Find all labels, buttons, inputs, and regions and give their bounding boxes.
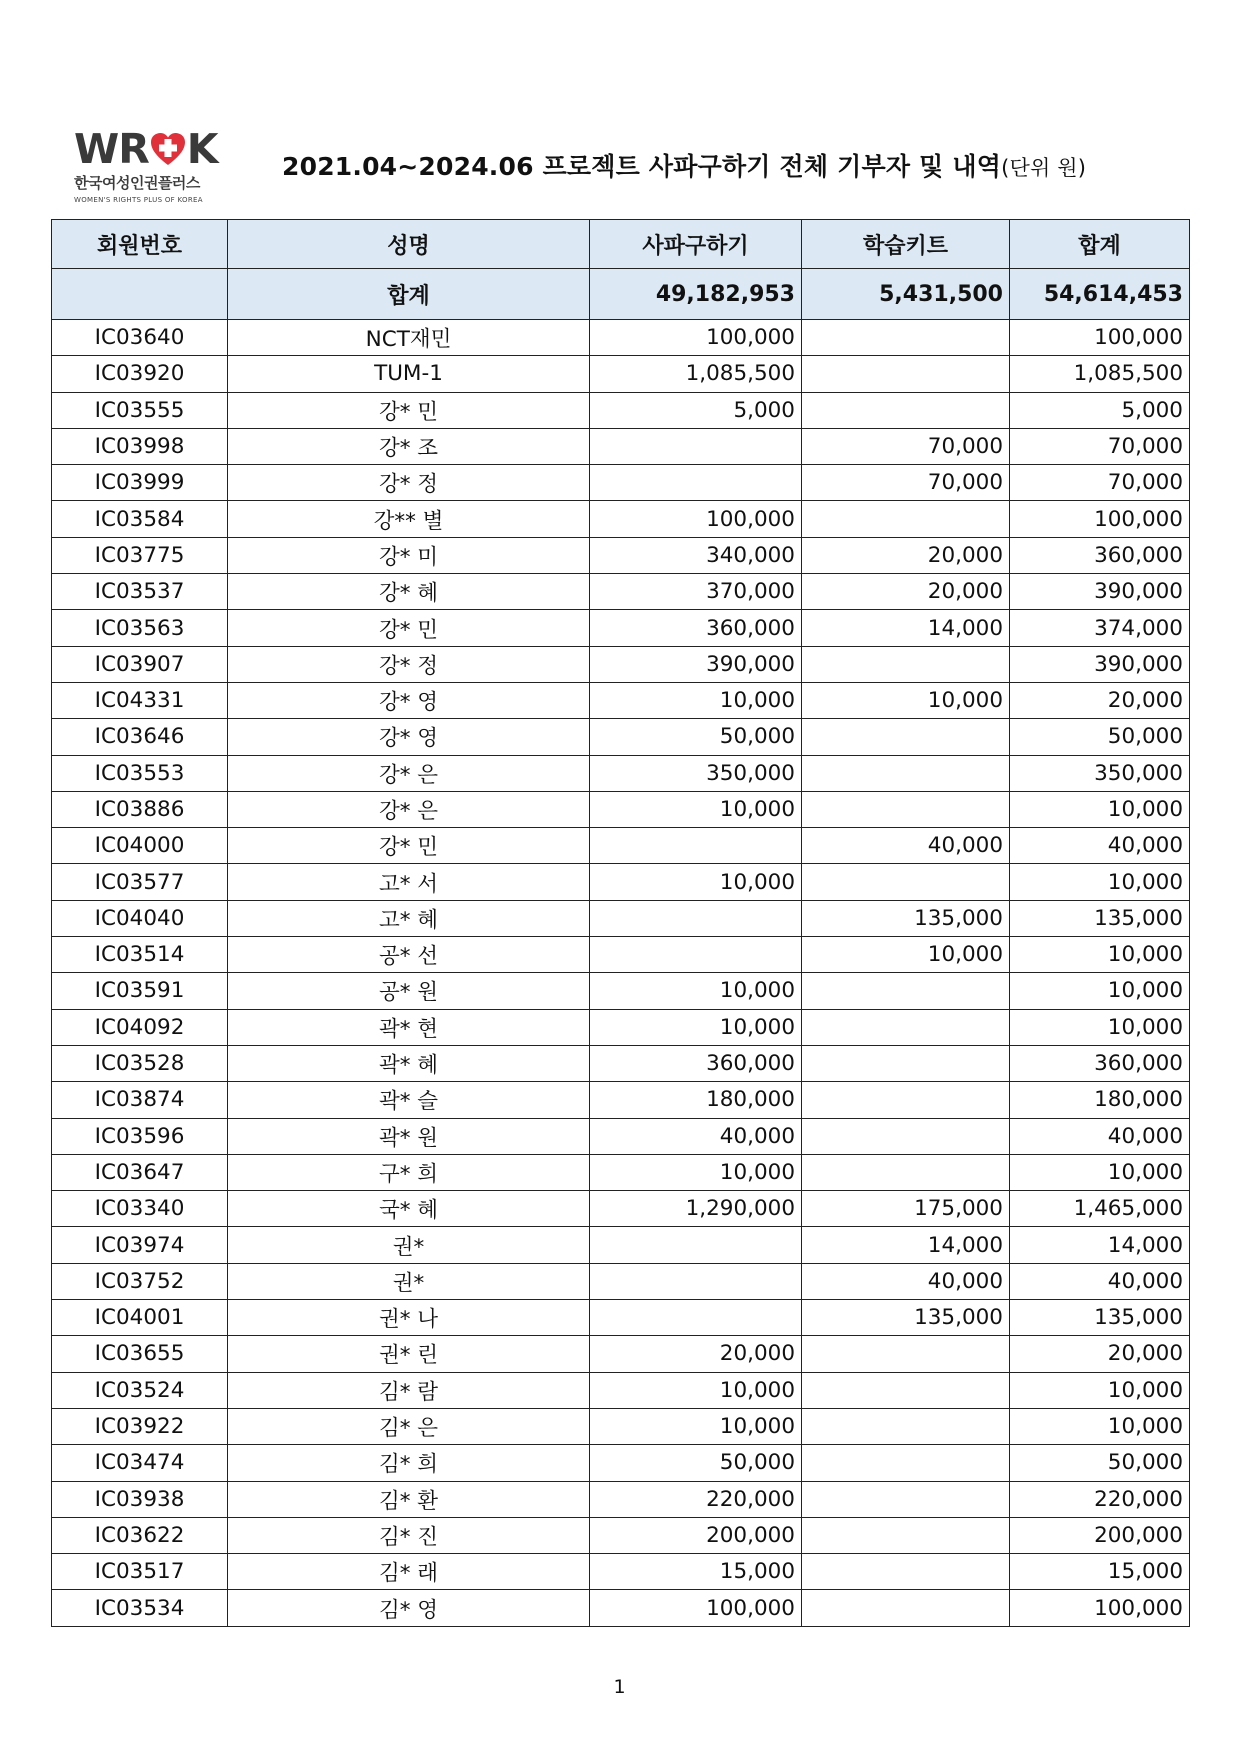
cell-member-id: IC03922 <box>52 1408 228 1444</box>
cell-member-id: IC03474 <box>52 1445 228 1481</box>
cell-member-id: IC03524 <box>52 1372 228 1408</box>
cell-kit <box>802 1045 1010 1081</box>
cell-kit: 40,000 <box>802 1263 1010 1299</box>
cell-sum: 10,000 <box>1010 937 1190 973</box>
cell-sapa <box>590 1263 802 1299</box>
cell-sum: 70,000 <box>1010 428 1190 464</box>
table-row <box>52 1517 1190 1553</box>
table-row <box>52 1154 1190 1190</box>
cell-name: 강** 별 <box>228 501 590 537</box>
cell-member-id: IC04000 <box>52 828 228 864</box>
donor-table <box>51 219 1190 1627</box>
cell-sapa: 340,000 <box>590 537 802 573</box>
cell-sum: 135,000 <box>1010 1300 1190 1336</box>
cell-sapa <box>590 428 802 464</box>
cell-sum: 180,000 <box>1010 1082 1190 1118</box>
cell-sum: 1,085,500 <box>1010 356 1190 392</box>
cell-sapa: 10,000 <box>590 1408 802 1444</box>
cell-sum: 10,000 <box>1010 864 1190 900</box>
table-row <box>52 320 1190 356</box>
cell-name: 김* 은 <box>228 1408 590 1444</box>
table-row <box>52 1045 1190 1081</box>
cell-member-id: IC03340 <box>52 1191 228 1227</box>
cell-sapa: 10,000 <box>590 1009 802 1045</box>
cell-member-id: IC03886 <box>52 791 228 827</box>
cell-sapa: 15,000 <box>590 1554 802 1590</box>
cell-kit <box>802 1481 1010 1517</box>
document-title <box>282 147 1086 183</box>
cell-sapa: 350,000 <box>590 755 802 791</box>
cell-member-id: IC03591 <box>52 973 228 1009</box>
cell-kit <box>802 1517 1010 1553</box>
cell-name: 구* 희 <box>228 1154 590 1190</box>
cell-sapa: 390,000 <box>590 646 802 682</box>
table-row <box>52 1445 1190 1481</box>
cell-sum: 100,000 <box>1010 501 1190 537</box>
cell-member-id: IC04040 <box>52 900 228 936</box>
cell-sum: 50,000 <box>1010 1445 1190 1481</box>
cell-sum: 40,000 <box>1010 828 1190 864</box>
cell-sum: 20,000 <box>1010 1336 1190 1372</box>
cell-sum: 40,000 <box>1010 1118 1190 1154</box>
cell-sapa: 1,290,000 <box>590 1191 802 1227</box>
cell-name: 강* 혜 <box>228 574 590 610</box>
table-row <box>52 646 1190 682</box>
cell-sapa <box>590 1300 802 1336</box>
cell-kit <box>802 392 1010 428</box>
cell-member-id: IC03553 <box>52 755 228 791</box>
table-row <box>52 428 1190 464</box>
cell-name: 강* 민 <box>228 828 590 864</box>
table-row <box>52 1009 1190 1045</box>
red-cross-heart-icon <box>150 132 186 168</box>
cell-kit <box>802 1336 1010 1372</box>
cell-name: 김* 환 <box>228 1481 590 1517</box>
table-row <box>52 864 1190 900</box>
cell-kit <box>802 1082 1010 1118</box>
cell-sapa: 10,000 <box>590 1372 802 1408</box>
cell-name: 곽* 현 <box>228 1009 590 1045</box>
table-row <box>52 828 1190 864</box>
cell-sum: 70,000 <box>1010 465 1190 501</box>
cell-sum: 100,000 <box>1010 1590 1190 1626</box>
cell-name: 곽* 원 <box>228 1118 590 1154</box>
cell-name: 김* 진 <box>228 1517 590 1553</box>
cell-sapa: 50,000 <box>590 1445 802 1481</box>
cell-sapa <box>590 828 802 864</box>
cell-kit <box>802 1408 1010 1444</box>
cell-kit <box>802 1118 1010 1154</box>
cell-member-id: IC03874 <box>52 1082 228 1118</box>
cell-kit <box>802 1154 1010 1190</box>
table-row <box>52 1227 1190 1263</box>
cell-name: 김* 람 <box>228 1372 590 1408</box>
cell-sum: 5,000 <box>1010 392 1190 428</box>
cell-sapa: 1,085,500 <box>590 356 802 392</box>
cell-name: 강* 민 <box>228 610 590 646</box>
table-row <box>52 937 1190 973</box>
cell-kit: 20,000 <box>802 574 1010 610</box>
cell-sum: 50,000 <box>1010 719 1190 755</box>
cell-member-id: IC03999 <box>52 465 228 501</box>
cell-member-id: IC03555 <box>52 392 228 428</box>
cell-member-id: IC03563 <box>52 610 228 646</box>
cell-name: 강* 미 <box>228 537 590 573</box>
cell-kit: 14,000 <box>802 1227 1010 1263</box>
table-header-row <box>52 220 1190 269</box>
cell-sapa <box>590 465 802 501</box>
cell-sapa: 50,000 <box>590 719 802 755</box>
header-sum: 합계 <box>1010 220 1190 269</box>
cell-sum: 10,000 <box>1010 791 1190 827</box>
logo-wordmark <box>74 125 224 173</box>
cell-kit <box>802 646 1010 682</box>
cell-sapa: 10,000 <box>590 1154 802 1190</box>
cell-kit: 14,000 <box>802 610 1010 646</box>
cell-sapa <box>590 900 802 936</box>
cell-sum: 350,000 <box>1010 755 1190 791</box>
cell-name: 고* 혜 <box>228 900 590 936</box>
cell-sapa <box>590 937 802 973</box>
table-row <box>52 356 1190 392</box>
cell-sapa: 100,000 <box>590 1590 802 1626</box>
cell-sapa: 10,000 <box>590 864 802 900</box>
cell-member-id: IC03577 <box>52 864 228 900</box>
cell-sum: 20,000 <box>1010 682 1190 718</box>
total-sum: 54,614,453 <box>1010 269 1190 320</box>
cell-name: 강* 은 <box>228 791 590 827</box>
table-row <box>52 791 1190 827</box>
cell-kit <box>802 719 1010 755</box>
cell-member-id: IC03974 <box>52 1227 228 1263</box>
cell-sum: 40,000 <box>1010 1263 1190 1299</box>
cell-kit: 135,000 <box>802 900 1010 936</box>
cell-member-id: IC03517 <box>52 1554 228 1590</box>
cell-name: 공* 원 <box>228 973 590 1009</box>
cell-sapa: 220,000 <box>590 1481 802 1517</box>
cell-kit <box>802 1590 1010 1626</box>
cell-name: 강* 조 <box>228 428 590 464</box>
cell-name: 김* 희 <box>228 1445 590 1481</box>
cell-kit <box>802 501 1010 537</box>
cell-sum: 200,000 <box>1010 1517 1190 1553</box>
logo-korean-name: 한국여성인권플러스 <box>74 174 200 192</box>
cell-kit <box>802 1009 1010 1045</box>
table-row <box>52 392 1190 428</box>
cell-sum: 10,000 <box>1010 973 1190 1009</box>
cell-name: NCT재민 <box>228 320 590 356</box>
cell-sapa: 360,000 <box>590 610 802 646</box>
total-id <box>52 269 228 320</box>
table-row <box>52 719 1190 755</box>
cell-sum: 100,000 <box>1010 320 1190 356</box>
cell-member-id: IC04092 <box>52 1009 228 1045</box>
header-kit: 학습키트 <box>802 220 1010 269</box>
cell-kit: 70,000 <box>802 465 1010 501</box>
table-row <box>52 1300 1190 1336</box>
cell-member-id: IC03514 <box>52 937 228 973</box>
organization-logo <box>74 125 224 206</box>
cell-name: 강* 정 <box>228 646 590 682</box>
cell-sapa: 100,000 <box>590 320 802 356</box>
table-row <box>52 973 1190 1009</box>
cell-name: 권* 나 <box>228 1300 590 1336</box>
title-main: 2021.04~2024.06 프로젝트 사파구하기 전체 기부자 및 내역 <box>282 152 1002 181</box>
cell-sum: 360,000 <box>1010 1045 1190 1081</box>
cell-member-id: IC03752 <box>52 1263 228 1299</box>
table-row <box>52 1082 1190 1118</box>
cell-member-id: IC03596 <box>52 1118 228 1154</box>
cell-sum: 14,000 <box>1010 1227 1190 1263</box>
table-row <box>52 610 1190 646</box>
cell-sum: 10,000 <box>1010 1009 1190 1045</box>
cell-member-id: IC03907 <box>52 646 228 682</box>
table-row <box>52 574 1190 610</box>
logo-text-left: WR <box>74 125 149 173</box>
cell-member-id: IC03537 <box>52 574 228 610</box>
cell-name: 권* <box>228 1227 590 1263</box>
cell-member-id: IC03640 <box>52 320 228 356</box>
cell-member-id: IC03646 <box>52 719 228 755</box>
cell-name: 강* 영 <box>228 682 590 718</box>
cell-member-id: IC03584 <box>52 501 228 537</box>
cell-name: 곽* 혜 <box>228 1045 590 1081</box>
cell-sum: 10,000 <box>1010 1154 1190 1190</box>
cell-member-id: IC04001 <box>52 1300 228 1336</box>
cell-kit: 70,000 <box>802 428 1010 464</box>
table-row <box>52 537 1190 573</box>
cell-sum: 220,000 <box>1010 1481 1190 1517</box>
cell-sapa: 10,000 <box>590 973 802 1009</box>
cell-sum: 10,000 <box>1010 1372 1190 1408</box>
cell-name: 강* 정 <box>228 465 590 501</box>
cell-sapa <box>590 1227 802 1263</box>
cell-member-id: IC03534 <box>52 1590 228 1626</box>
table-row <box>52 1554 1190 1590</box>
total-row <box>52 269 1190 320</box>
page-number: 1 <box>613 1676 626 1698</box>
cell-name: 강* 영 <box>228 719 590 755</box>
cell-member-id: IC03528 <box>52 1045 228 1081</box>
cell-name: 국* 혜 <box>228 1191 590 1227</box>
cell-kit <box>802 864 1010 900</box>
table-row <box>52 1336 1190 1372</box>
cell-kit <box>802 356 1010 392</box>
total-label: 합계 <box>228 269 590 320</box>
title-unit: (단위 원) <box>1001 156 1087 180</box>
cell-sum: 1,465,000 <box>1010 1191 1190 1227</box>
cell-sum: 360,000 <box>1010 537 1190 573</box>
table-row <box>52 1372 1190 1408</box>
cell-kit <box>802 1372 1010 1408</box>
cell-name: 곽* 슬 <box>228 1082 590 1118</box>
cell-kit <box>802 755 1010 791</box>
cell-kit <box>802 1445 1010 1481</box>
cell-name: 강* 민 <box>228 392 590 428</box>
logo-text-right: K <box>186 125 218 173</box>
cell-kit: 10,000 <box>802 937 1010 973</box>
table-row <box>52 1263 1190 1299</box>
cell-name: 고* 서 <box>228 864 590 900</box>
cell-kit <box>802 320 1010 356</box>
cell-member-id: IC04331 <box>52 682 228 718</box>
table-row <box>52 1590 1190 1626</box>
cell-member-id: IC03622 <box>52 1517 228 1553</box>
table-row <box>52 900 1190 936</box>
cell-kit <box>802 791 1010 827</box>
cell-sum: 390,000 <box>1010 574 1190 610</box>
cell-member-id: IC03938 <box>52 1481 228 1517</box>
cell-name: 권* <box>228 1263 590 1299</box>
cell-member-id: IC03998 <box>52 428 228 464</box>
table-row <box>52 1408 1190 1444</box>
cell-sapa: 360,000 <box>590 1045 802 1081</box>
cell-sapa: 370,000 <box>590 574 802 610</box>
logo-english-name: WOMEN'S RIGHTS PLUS OF KOREA <box>74 196 203 204</box>
header-member-id: 회원번호 <box>52 220 228 269</box>
cell-kit: 20,000 <box>802 537 1010 573</box>
cell-sapa: 100,000 <box>590 501 802 537</box>
cell-sapa: 40,000 <box>590 1118 802 1154</box>
cell-member-id: IC03775 <box>52 537 228 573</box>
cell-sapa: 5,000 <box>590 392 802 428</box>
cell-kit: 175,000 <box>802 1191 1010 1227</box>
cell-kit: 10,000 <box>802 682 1010 718</box>
total-sapa: 49,182,953 <box>590 269 802 320</box>
cell-sum: 15,000 <box>1010 1554 1190 1590</box>
cell-sum: 390,000 <box>1010 646 1190 682</box>
cell-sum: 374,000 <box>1010 610 1190 646</box>
cell-sapa: 10,000 <box>590 682 802 718</box>
cell-name: 강* 은 <box>228 755 590 791</box>
table-row <box>52 1118 1190 1154</box>
cell-member-id: IC03647 <box>52 1154 228 1190</box>
cell-member-id: IC03920 <box>52 356 228 392</box>
cell-kit: 135,000 <box>802 1300 1010 1336</box>
cell-name: 권* 린 <box>228 1336 590 1372</box>
cell-sapa: 180,000 <box>590 1082 802 1118</box>
cell-name: 김* 영 <box>228 1590 590 1626</box>
cell-kit: 40,000 <box>802 828 1010 864</box>
total-kit: 5,431,500 <box>802 269 1010 320</box>
header-sapa: 사파구하기 <box>590 220 802 269</box>
table-row <box>52 1481 1190 1517</box>
cell-sum: 10,000 <box>1010 1408 1190 1444</box>
cell-kit <box>802 1554 1010 1590</box>
table-row <box>52 465 1190 501</box>
cell-sapa: 20,000 <box>590 1336 802 1372</box>
table-row <box>52 755 1190 791</box>
table-row <box>52 682 1190 718</box>
cell-name: 공* 선 <box>228 937 590 973</box>
cell-member-id: IC03655 <box>52 1336 228 1372</box>
cell-sapa: 10,000 <box>590 791 802 827</box>
cell-name: TUM-1 <box>228 356 590 392</box>
table-row <box>52 501 1190 537</box>
cell-name: 김* 래 <box>228 1554 590 1590</box>
cell-sum: 135,000 <box>1010 900 1190 936</box>
cell-sapa: 200,000 <box>590 1517 802 1553</box>
cell-kit <box>802 973 1010 1009</box>
header-name: 성명 <box>228 220 590 269</box>
table-row <box>52 1191 1190 1227</box>
